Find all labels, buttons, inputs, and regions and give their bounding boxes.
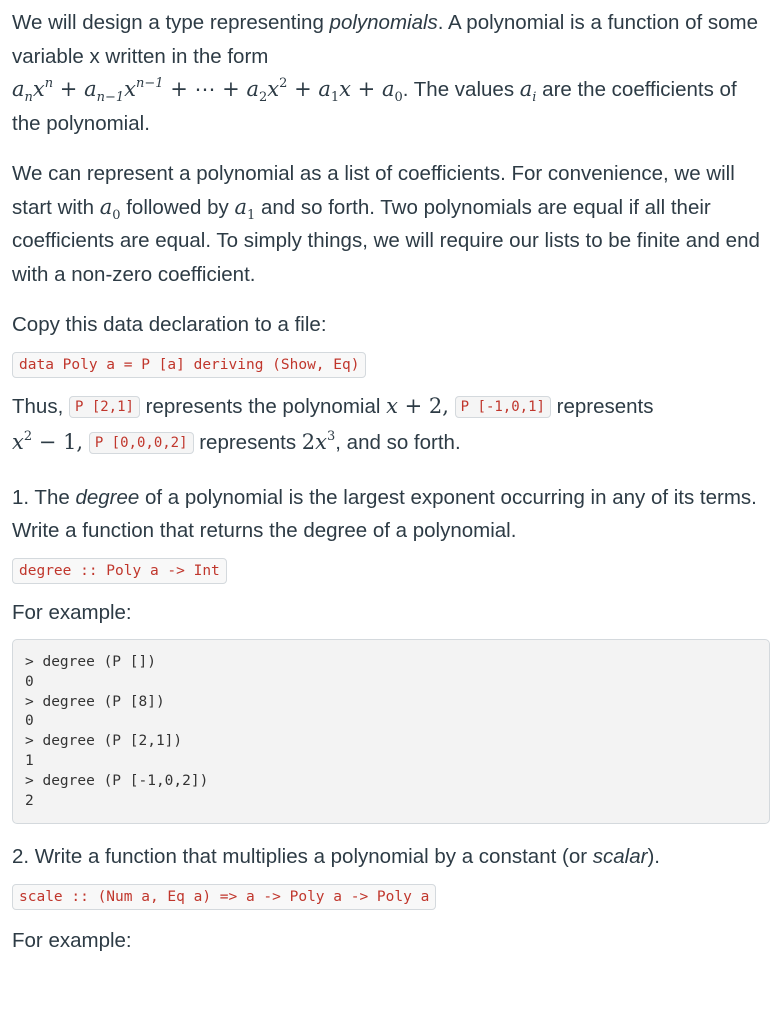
degree-signature-code: degree :: Poly a -> Int (12, 558, 227, 584)
repl-line: 0 (25, 673, 34, 690)
question-2: 2. Write a function that multiplies a polynomial by a constant (or scalar). (12, 845, 660, 869)
repl-line: 0 (25, 713, 34, 730)
repl-line: > degree (P [8]) (25, 693, 165, 710)
data-declaration-code: data Poly a = P [a] deriving (Show, Eq) (12, 352, 366, 378)
inline-code-pm101: P [-1,0,1] (455, 396, 551, 418)
polynomial-formula: $a_nx^n + a_{n-1}x^{n-1}$ + ⋯ + $a_2x^2 + a_1x + a_0$ (12, 76, 403, 105)
intro-paragraph: We will design a type representing polynomials. A polynomial is a function of some variable x written in the form $a_nx^n + a_{n-1}x^{n-1}$ + ⋯ + $a_2x^2 + a_1x + a_0$. The values $a_i$ are the coefficients of the polynomial. (12, 11, 758, 135)
examples-paragraph: Thus, P [2,1] represents the polynomial x + 2, P [-1,0,1] represents $x^2 - 1$, P [0,0,0,2] represents $2x^3$, and so forth. (12, 393, 654, 454)
inline-code-p21: P [2,1] (69, 396, 140, 418)
repl-line: 1 (25, 752, 34, 769)
repl-line: 2 (25, 792, 34, 809)
for-example-label-2: For example: (12, 928, 132, 952)
for-example-label-1: For example: (12, 600, 132, 624)
repl-line: > degree (P [2,1]) (25, 733, 183, 750)
repl-line: > degree (P [-1,0,2]) (25, 772, 209, 789)
repl-line: > degree (P []) (25, 654, 156, 670)
inline-code-p0002: P [0,0,0,2] (89, 432, 194, 454)
copy-instruction: Copy this data declaration to a file: (12, 313, 327, 336)
degree-repl-block (12, 639, 770, 824)
scale-signature-code: scale :: (Num a, Eq a) => a -> Poly a -> Poly a (12, 884, 436, 910)
question-1: 1. The degree of a polynomial is the largest exponent occurring in any of its terms. Write a function that returns the degree of a polynomial. (12, 485, 757, 542)
representation-paragraph: We can represent a polynomial as a list of coefficients. For convenience, we will start with $a_0$ followed by $a_1$ and so forth. Two polynomials are equal if all their coefficients are equal. To simply things, we will require our lists to be finite and end with a non-zero coefficient. (12, 162, 760, 286)
